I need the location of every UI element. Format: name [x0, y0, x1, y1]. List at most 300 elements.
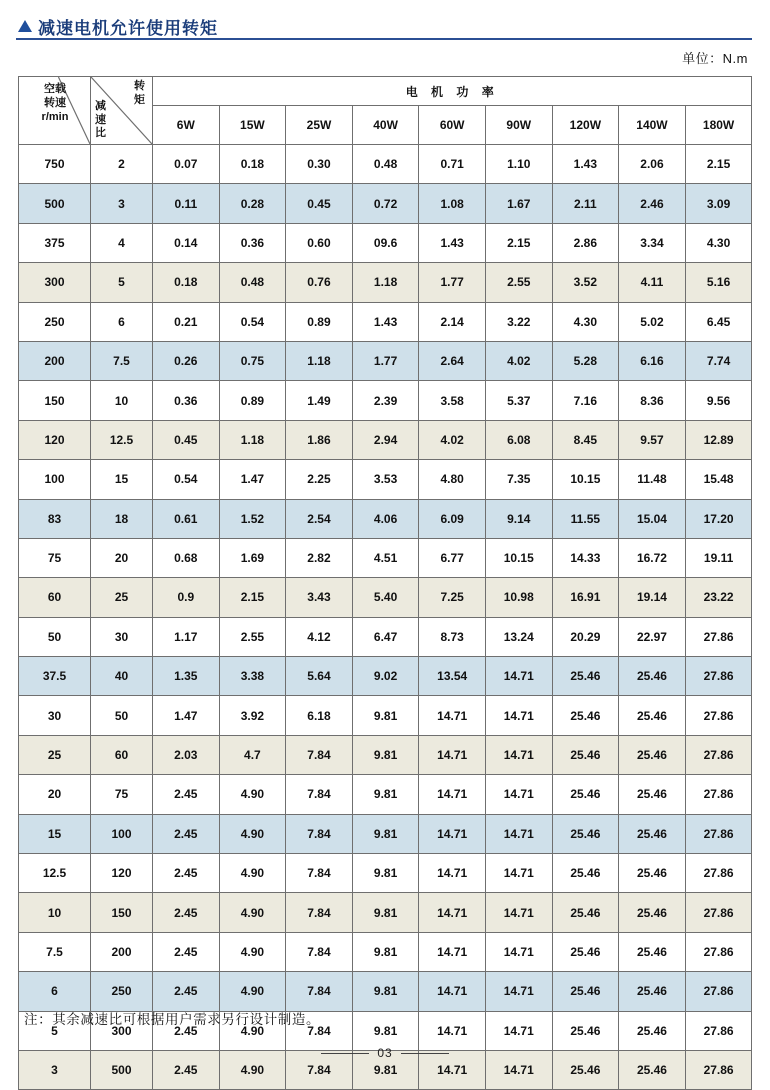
cell-torque: 2.46 — [619, 184, 686, 223]
cell-torque: 0.14 — [153, 223, 220, 262]
cell-torque: 6.08 — [485, 420, 552, 459]
header-speed-cell — [19, 77, 91, 145]
cell-torque: 2.39 — [352, 381, 419, 420]
cell-torque: 11.55 — [552, 499, 619, 538]
cell-speed: 375 — [19, 223, 91, 262]
cell-torque: 9.81 — [352, 932, 419, 971]
cell-torque: 14.71 — [485, 814, 552, 853]
cell-torque: 1.86 — [286, 420, 353, 459]
cell-torque: 0.48 — [352, 145, 419, 184]
cell-torque: 7.25 — [419, 578, 486, 617]
cell-torque: 1.52 — [219, 499, 286, 538]
header-ratio-top-label: 转 矩 — [134, 80, 148, 106]
table-body — [19, 145, 752, 1090]
cell-torque: 0.30 — [286, 145, 353, 184]
cell-torque: 1.47 — [219, 460, 286, 499]
cell-torque: 7.84 — [286, 893, 353, 932]
cell-torque: 0.89 — [286, 302, 353, 341]
cell-torque: 5.37 — [485, 381, 552, 420]
table-row — [19, 854, 752, 893]
table-row — [19, 145, 752, 184]
cell-torque: 11.48 — [619, 460, 686, 499]
table-row — [19, 814, 752, 853]
header-power-120w: 120W — [552, 106, 619, 145]
header-power-6w: 6W — [153, 106, 220, 145]
cell-torque: 7.84 — [286, 814, 353, 853]
cell-torque: 25.46 — [619, 657, 686, 696]
cell-speed: 10 — [19, 893, 91, 932]
cell-torque: 2.45 — [153, 1050, 220, 1089]
cell-torque: 12.89 — [685, 420, 752, 459]
cell-torque: 19.11 — [685, 538, 752, 577]
cell-torque: 5.40 — [352, 578, 419, 617]
page-title-text: 减速电机允许使用转矩 — [38, 19, 218, 38]
table-row — [19, 972, 752, 1011]
cell-torque: 14.71 — [419, 814, 486, 853]
cell-torque: 25.46 — [552, 932, 619, 971]
cell-torque: 14.71 — [419, 696, 486, 735]
cell-torque: 25.46 — [552, 854, 619, 893]
cell-torque: 4.11 — [619, 263, 686, 302]
table-row — [19, 657, 752, 696]
cell-torque: 7.84 — [286, 1011, 353, 1050]
cell-speed: 500 — [19, 184, 91, 223]
cell-torque: 14.71 — [419, 1050, 486, 1089]
cell-torque: 25.46 — [619, 893, 686, 932]
cell-torque: 6.45 — [685, 302, 752, 341]
cell-torque: 16.91 — [552, 578, 619, 617]
header-power-15w: 15W — [219, 106, 286, 145]
cell-torque: 13.24 — [485, 617, 552, 656]
cell-torque: 25.46 — [619, 972, 686, 1011]
table-row — [19, 460, 752, 499]
table-row — [19, 263, 752, 302]
cell-torque: 9.81 — [352, 814, 419, 853]
cell-torque: 2.45 — [153, 932, 220, 971]
cell-torque: 2.45 — [153, 893, 220, 932]
cell-torque: 14.71 — [485, 657, 552, 696]
cell-speed: 37.5 — [19, 657, 91, 696]
cell-ratio: 2 — [91, 145, 153, 184]
title-divider — [16, 38, 752, 40]
cell-torque: 0.75 — [219, 341, 286, 380]
unit-note: 单位：N.m — [682, 51, 748, 66]
footer-rule-right — [401, 1053, 449, 1054]
cell-torque: 2.45 — [153, 1011, 220, 1050]
cell-torque: 7.84 — [286, 775, 353, 814]
header-power-180w: 180W — [685, 106, 752, 145]
cell-torque: 14.71 — [485, 1050, 552, 1089]
cell-ratio: 6 — [91, 302, 153, 341]
cell-torque: 0.9 — [153, 578, 220, 617]
cell-torque: 27.86 — [685, 657, 752, 696]
cell-torque: 4.51 — [352, 538, 419, 577]
table-header-row-1 — [19, 77, 752, 106]
cell-torque: 6.18 — [286, 696, 353, 735]
page-title — [18, 14, 218, 39]
cell-torque: 2.15 — [219, 578, 286, 617]
cell-torque: 7.84 — [286, 932, 353, 971]
cell-torque: 25.46 — [619, 932, 686, 971]
cell-ratio: 75 — [91, 775, 153, 814]
table-row — [19, 893, 752, 932]
cell-torque: 7.84 — [286, 1050, 353, 1089]
cell-torque: 4.30 — [685, 223, 752, 262]
cell-torque: 14.71 — [485, 696, 552, 735]
cell-speed: 5 — [19, 1011, 91, 1050]
cell-torque: 25.46 — [552, 972, 619, 1011]
cell-torque: 0.28 — [219, 184, 286, 223]
cell-torque: 0.36 — [153, 381, 220, 420]
table-row — [19, 617, 752, 656]
cell-ratio: 100 — [91, 814, 153, 853]
cell-ratio: 40 — [91, 657, 153, 696]
cell-ratio: 250 — [91, 972, 153, 1011]
cell-torque: 27.86 — [685, 814, 752, 853]
table-row — [19, 735, 752, 774]
cell-torque: 0.76 — [286, 263, 353, 302]
cell-torque: 4.90 — [219, 854, 286, 893]
table-row — [19, 696, 752, 735]
cell-ratio: 25 — [91, 578, 153, 617]
cell-torque: 2.86 — [552, 223, 619, 262]
cell-torque: 4.80 — [419, 460, 486, 499]
cell-torque: 9.81 — [352, 854, 419, 893]
cell-torque: 10.15 — [485, 538, 552, 577]
header-power-140w: 140W — [619, 106, 686, 145]
torque-table-wrapper — [18, 76, 752, 1090]
cell-torque: 1.67 — [485, 184, 552, 223]
cell-speed: 120 — [19, 420, 91, 459]
cell-ratio: 7.5 — [91, 341, 153, 380]
cell-torque: 27.86 — [685, 617, 752, 656]
header-speed-label: 空载 转速 r/min — [41, 83, 69, 124]
cell-speed: 25 — [19, 735, 91, 774]
cell-torque: 25.46 — [619, 814, 686, 853]
cell-speed: 100 — [19, 460, 91, 499]
cell-torque: 2.82 — [286, 538, 353, 577]
cell-torque: 0.45 — [153, 420, 220, 459]
cell-torque: 8.36 — [619, 381, 686, 420]
cell-torque: 25.46 — [552, 1050, 619, 1089]
cell-torque: 14.71 — [419, 854, 486, 893]
cell-torque: 14.71 — [485, 1011, 552, 1050]
cell-torque: 4.90 — [219, 893, 286, 932]
cell-torque: 9.56 — [685, 381, 752, 420]
cell-speed: 7.5 — [19, 932, 91, 971]
cell-torque: 9.81 — [352, 893, 419, 932]
cell-speed: 150 — [19, 381, 91, 420]
cell-torque: 27.86 — [685, 972, 752, 1011]
header-power-group: 电 机 功 率 — [153, 77, 752, 106]
cell-torque: 09.6 — [352, 223, 419, 262]
header-ratio-cell — [91, 77, 153, 145]
table-row — [19, 420, 752, 459]
cell-ratio: 3 — [91, 184, 153, 223]
cell-torque: 27.86 — [685, 1050, 752, 1089]
table-row — [19, 775, 752, 814]
table-row — [19, 223, 752, 262]
cell-torque: 0.89 — [219, 381, 286, 420]
cell-torque: 2.25 — [286, 460, 353, 499]
cell-torque: 9.57 — [619, 420, 686, 459]
cell-torque: 0.21 — [153, 302, 220, 341]
cell-ratio: 500 — [91, 1050, 153, 1089]
table-row — [19, 578, 752, 617]
header-power-90w: 90W — [485, 106, 552, 145]
table-row — [19, 184, 752, 223]
cell-speed: 75 — [19, 538, 91, 577]
cell-ratio: 60 — [91, 735, 153, 774]
table-row — [19, 932, 752, 971]
cell-torque: 14.71 — [419, 972, 486, 1011]
cell-torque: 10.15 — [552, 460, 619, 499]
cell-torque: 3.09 — [685, 184, 752, 223]
cell-torque: 9.81 — [352, 1011, 419, 1050]
cell-torque: 25.46 — [619, 854, 686, 893]
cell-speed: 200 — [19, 341, 91, 380]
cell-torque: 1.43 — [552, 145, 619, 184]
cell-torque: 0.45 — [286, 184, 353, 223]
cell-torque: 27.86 — [685, 1011, 752, 1050]
cell-torque: 15.48 — [685, 460, 752, 499]
cell-torque: 25.46 — [552, 696, 619, 735]
cell-ratio: 5 — [91, 263, 153, 302]
cell-torque: 25.46 — [619, 775, 686, 814]
cell-torque: 6.47 — [352, 617, 419, 656]
cell-torque: 2.45 — [153, 972, 220, 1011]
cell-torque: 5.02 — [619, 302, 686, 341]
cell-torque: 0.07 — [153, 145, 220, 184]
cell-torque: 1.17 — [153, 617, 220, 656]
cell-ratio: 18 — [91, 499, 153, 538]
cell-torque: 1.18 — [352, 263, 419, 302]
cell-torque: 14.71 — [419, 1011, 486, 1050]
cell-torque: 1.77 — [419, 263, 486, 302]
cell-torque: 27.86 — [685, 854, 752, 893]
cell-torque: 1.69 — [219, 538, 286, 577]
cell-torque: 2.03 — [153, 735, 220, 774]
cell-torque: 1.10 — [485, 145, 552, 184]
cell-torque: 7.84 — [286, 854, 353, 893]
cell-torque: 1.35 — [153, 657, 220, 696]
cell-torque: 14.71 — [485, 893, 552, 932]
cell-torque: 22.97 — [619, 617, 686, 656]
cell-torque: 7.84 — [286, 735, 353, 774]
cell-torque: 3.34 — [619, 223, 686, 262]
cell-torque: 0.36 — [219, 223, 286, 262]
cell-torque: 2.15 — [685, 145, 752, 184]
cell-torque: 1.43 — [419, 223, 486, 262]
cell-torque: 9.81 — [352, 696, 419, 735]
cell-torque: 4.12 — [286, 617, 353, 656]
cell-speed: 6 — [19, 972, 91, 1011]
cell-torque: 0.11 — [153, 184, 220, 223]
cell-torque: 27.86 — [685, 696, 752, 735]
cell-torque: 25.46 — [552, 657, 619, 696]
cell-torque: 2.64 — [419, 341, 486, 380]
cell-torque: 16.72 — [619, 538, 686, 577]
cell-torque: 8.73 — [419, 617, 486, 656]
cell-torque: 5.64 — [286, 657, 353, 696]
cell-torque: 25.46 — [552, 1011, 619, 1050]
header-power-40w: 40W — [352, 106, 419, 145]
cell-speed: 60 — [19, 578, 91, 617]
cell-torque: 4.30 — [552, 302, 619, 341]
header-ratio-bottom-label: 减 速 比 — [95, 99, 109, 140]
cell-torque: 9.81 — [352, 775, 419, 814]
cell-torque: 2.06 — [619, 145, 686, 184]
cell-torque: 9.02 — [352, 657, 419, 696]
cell-torque: 15.04 — [619, 499, 686, 538]
cell-torque: 25.46 — [619, 1011, 686, 1050]
cell-torque: 14.71 — [485, 932, 552, 971]
cell-speed: 250 — [19, 302, 91, 341]
cell-torque: 6.77 — [419, 538, 486, 577]
cell-ratio: 200 — [91, 932, 153, 971]
cell-torque: 13.54 — [419, 657, 486, 696]
table-head — [19, 77, 752, 145]
cell-torque: 5.28 — [552, 341, 619, 380]
cell-torque: 1.18 — [286, 341, 353, 380]
cell-torque: 2.54 — [286, 499, 353, 538]
cell-torque: 0.72 — [352, 184, 419, 223]
cell-torque: 14.71 — [419, 932, 486, 971]
cell-ratio: 300 — [91, 1011, 153, 1050]
header-power-25w: 25W — [286, 106, 353, 145]
cell-torque: 4.06 — [352, 499, 419, 538]
cell-torque: 23.22 — [685, 578, 752, 617]
cell-torque: 0.48 — [219, 263, 286, 302]
cell-torque: 0.18 — [219, 145, 286, 184]
cell-torque: 1.43 — [352, 302, 419, 341]
cell-torque: 0.60 — [286, 223, 353, 262]
cell-torque: 27.86 — [685, 932, 752, 971]
footer-note: 注：其余减速比可根据用户需求另行设计制造。 — [24, 1012, 321, 1027]
cell-torque: 4.90 — [219, 972, 286, 1011]
cell-torque: 27.86 — [685, 735, 752, 774]
table-row — [19, 341, 752, 380]
cell-torque: 2.55 — [219, 617, 286, 656]
cell-torque: 27.86 — [685, 893, 752, 932]
cell-torque: 2.15 — [485, 223, 552, 262]
cell-torque: 14.71 — [419, 775, 486, 814]
cell-torque: 25.46 — [552, 814, 619, 853]
cell-torque: 14.33 — [552, 538, 619, 577]
cell-speed: 20 — [19, 775, 91, 814]
cell-torque: 0.18 — [153, 263, 220, 302]
table-row — [19, 499, 752, 538]
cell-torque: 10.98 — [485, 578, 552, 617]
cell-torque: 2.11 — [552, 184, 619, 223]
cell-torque: 1.77 — [352, 341, 419, 380]
triangle-right-icon — [18, 20, 32, 32]
cell-ratio: 20 — [91, 538, 153, 577]
cell-torque: 1.47 — [153, 696, 220, 735]
cell-torque: 3.52 — [552, 263, 619, 302]
cell-torque: 4.90 — [219, 932, 286, 971]
cell-ratio: 12.5 — [91, 420, 153, 459]
table-row — [19, 381, 752, 420]
cell-torque: 4.90 — [219, 814, 286, 853]
cell-torque: 14.71 — [485, 775, 552, 814]
cell-torque: 4.90 — [219, 1011, 286, 1050]
cell-speed: 30 — [19, 696, 91, 735]
cell-torque: 25.46 — [552, 893, 619, 932]
cell-speed: 15 — [19, 814, 91, 853]
cell-torque: 9.81 — [352, 972, 419, 1011]
cell-torque: 20.29 — [552, 617, 619, 656]
cell-torque: 4.90 — [219, 1050, 286, 1089]
cell-torque: 4.02 — [485, 341, 552, 380]
footer-rule-left — [321, 1053, 369, 1054]
cell-torque: 25.46 — [619, 696, 686, 735]
cell-torque: 2.45 — [153, 814, 220, 853]
cell-torque: 9.81 — [352, 1050, 419, 1089]
cell-ratio: 120 — [91, 854, 153, 893]
cell-torque: 7.74 — [685, 341, 752, 380]
cell-speed: 300 — [19, 263, 91, 302]
cell-speed: 3 — [19, 1050, 91, 1089]
cell-torque: 2.45 — [153, 775, 220, 814]
cell-torque: 0.61 — [153, 499, 220, 538]
cell-torque: 0.68 — [153, 538, 220, 577]
cell-torque: 3.38 — [219, 657, 286, 696]
cell-torque: 17.20 — [685, 499, 752, 538]
cell-torque: 2.45 — [153, 854, 220, 893]
cell-ratio: 4 — [91, 223, 153, 262]
cell-torque: 1.08 — [419, 184, 486, 223]
header-power-60w: 60W — [419, 106, 486, 145]
cell-torque: 7.35 — [485, 460, 552, 499]
cell-torque: 9.81 — [352, 735, 419, 774]
cell-torque: 25.46 — [552, 775, 619, 814]
cell-torque: 14.71 — [485, 854, 552, 893]
cell-torque: 7.84 — [286, 972, 353, 1011]
cell-ratio: 10 — [91, 381, 153, 420]
cell-torque: 25.46 — [619, 1050, 686, 1089]
cell-torque: 0.54 — [219, 302, 286, 341]
cell-torque: 1.18 — [219, 420, 286, 459]
cell-torque: 4.7 — [219, 735, 286, 774]
cell-torque: 14.71 — [485, 972, 552, 1011]
cell-torque: 9.14 — [485, 499, 552, 538]
cell-torque: 27.86 — [685, 775, 752, 814]
cell-torque: 5.16 — [685, 263, 752, 302]
cell-speed: 12.5 — [19, 854, 91, 893]
cell-torque: 2.14 — [419, 302, 486, 341]
cell-torque: 7.16 — [552, 381, 619, 420]
cell-speed: 750 — [19, 145, 91, 184]
cell-torque: 3.22 — [485, 302, 552, 341]
cell-torque: 4.02 — [419, 420, 486, 459]
torque-table — [18, 76, 752, 1090]
cell-ratio: 50 — [91, 696, 153, 735]
cell-torque: 0.26 — [153, 341, 220, 380]
cell-torque: 25.46 — [552, 735, 619, 774]
cell-torque: 3.58 — [419, 381, 486, 420]
cell-ratio: 15 — [91, 460, 153, 499]
cell-torque: 8.45 — [552, 420, 619, 459]
cell-torque: 1.49 — [286, 381, 353, 420]
cell-torque: 2.94 — [352, 420, 419, 459]
cell-torque: 14.71 — [419, 735, 486, 774]
cell-torque: 6.09 — [419, 499, 486, 538]
page-number: 03 — [377, 1046, 393, 1060]
cell-speed: 83 — [19, 499, 91, 538]
cell-torque: 3.92 — [219, 696, 286, 735]
table-row — [19, 302, 752, 341]
